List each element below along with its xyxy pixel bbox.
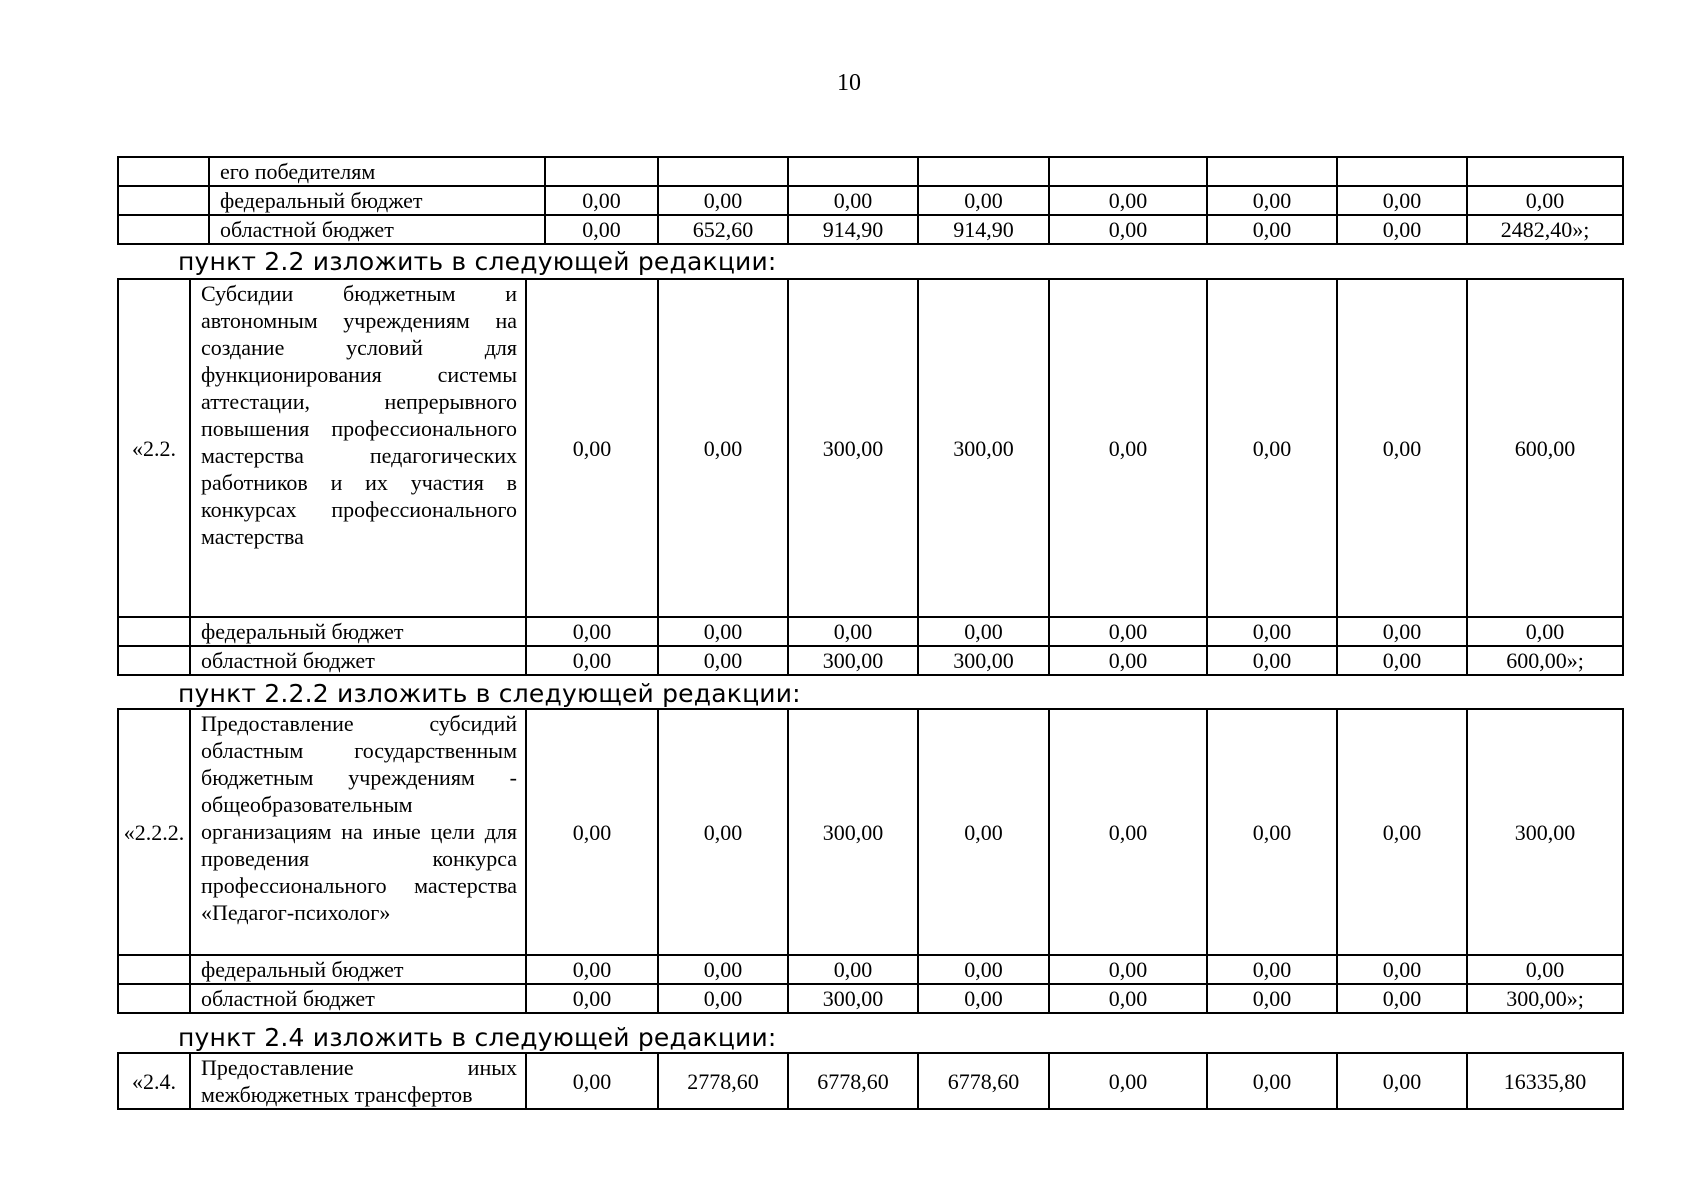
value-cell: 0,00 — [1049, 955, 1207, 984]
value-cell: 0,00 — [658, 186, 788, 215]
table-row — [118, 617, 1623, 646]
value-cell: 300,00 — [788, 709, 918, 955]
instruction-heading: пункт 2.4 изложить в следующей редакции: — [178, 1023, 777, 1052]
value-cell: 0,00 — [1207, 279, 1337, 617]
value-cell: 0,00 — [658, 955, 788, 984]
value-cell — [1337, 157, 1467, 186]
value-cell: 0,00 — [1207, 709, 1337, 955]
value-cell: 0,00 — [526, 279, 658, 617]
value-cell: 600,00 — [1467, 279, 1623, 617]
value-cell: 300,00 — [1467, 709, 1623, 955]
value-cell: 0,00 — [1049, 646, 1207, 675]
value-cell: 0,00 — [1337, 984, 1467, 1013]
value-cell: 0,00 — [1049, 215, 1207, 244]
code-cell — [118, 984, 190, 1013]
value-cell: 2778,60 — [658, 1053, 788, 1109]
value-cell: 300,00»; — [1467, 984, 1623, 1013]
code-cell — [118, 617, 190, 646]
value-cell — [1049, 157, 1207, 186]
value-cell: 0,00 — [918, 186, 1049, 215]
table-row — [118, 186, 1623, 215]
value-cell: 0,00 — [545, 215, 658, 244]
budget-table-item-2-2-2 — [117, 708, 1624, 1014]
value-cell: 300,00 — [918, 279, 1049, 617]
value-cell: 0,00 — [1207, 617, 1337, 646]
value-cell: 0,00 — [526, 617, 658, 646]
table-row — [118, 984, 1623, 1013]
value-cell: 0,00 — [658, 279, 788, 617]
table-row — [118, 1053, 1623, 1109]
value-cell: 0,00 — [526, 646, 658, 675]
instruction-heading: пункт 2.2.2 изложить в следующей редакции: — [178, 679, 801, 708]
item-code: «2.2. — [118, 279, 190, 617]
value-cell: 0,00 — [788, 186, 918, 215]
row-label: областной бюджет — [209, 215, 545, 244]
value-cell: 300,00 — [918, 646, 1049, 675]
value-cell: 6778,60 — [918, 1053, 1049, 1109]
value-cell: 0,00 — [658, 984, 788, 1013]
item-code: «2.2.2. — [118, 709, 190, 955]
value-cell: 0,00 — [1049, 1053, 1207, 1109]
budget-table-item-2-4 — [117, 1052, 1624, 1110]
value-cell: 0,00 — [918, 984, 1049, 1013]
value-cell — [788, 157, 918, 186]
row-label: федеральный бюджет — [209, 186, 545, 215]
value-cell: 300,00 — [788, 646, 918, 675]
value-cell: 0,00 — [658, 646, 788, 675]
budget-table-continuation — [117, 156, 1624, 245]
value-cell: 0,00 — [658, 617, 788, 646]
value-cell: 914,90 — [918, 215, 1049, 244]
row-label: федеральный бюджет — [190, 955, 526, 984]
value-cell — [1207, 157, 1337, 186]
value-cell: 300,00 — [788, 279, 918, 617]
value-cell: 0,00 — [1049, 279, 1207, 617]
row-label: областной бюджет — [190, 984, 526, 1013]
value-cell: 0,00 — [1467, 186, 1623, 215]
value-cell: 0,00 — [1467, 955, 1623, 984]
value-cell: 300,00 — [788, 984, 918, 1013]
row-label: областной бюджет — [190, 646, 526, 675]
code-cell — [118, 157, 209, 186]
table-row — [118, 157, 1623, 186]
value-cell: 0,00 — [1049, 709, 1207, 955]
value-cell: 0,00 — [1207, 646, 1337, 675]
instruction-heading: пункт 2.2 изложить в следующей редакции: — [178, 247, 777, 276]
value-cell — [1467, 157, 1623, 186]
code-cell — [118, 955, 190, 984]
value-cell: 0,00 — [1337, 955, 1467, 984]
value-cell: 16335,80 — [1467, 1053, 1623, 1109]
value-cell: 0,00 — [1207, 1053, 1337, 1109]
value-cell: 0,00 — [526, 984, 658, 1013]
table-row — [118, 215, 1623, 244]
value-cell: 0,00 — [788, 955, 918, 984]
value-cell — [545, 157, 658, 186]
row-label: федеральный бюджет — [190, 617, 526, 646]
value-cell: 0,00 — [526, 709, 658, 955]
value-cell: 0,00 — [1049, 186, 1207, 215]
budget-table-item-2-2 — [117, 278, 1624, 676]
value-cell: 0,00 — [545, 186, 658, 215]
table-row — [118, 279, 1623, 617]
value-cell: 0,00 — [658, 709, 788, 955]
item-description: Предоставление иных межбюджетных трансфертов — [190, 1053, 526, 1109]
value-cell: 0,00 — [1337, 279, 1467, 617]
page-number: 10 — [837, 70, 861, 96]
value-cell: 0,00 — [1049, 617, 1207, 646]
item-description: Предоставление субсидий областным государственным бюджетным учреждениям - общеобразовательным организациям на иные цели для проведения конкурса профессионального мастерства «Педагог-психолог» — [190, 709, 526, 955]
value-cell: 0,00 — [526, 955, 658, 984]
value-cell: 0,00 — [918, 955, 1049, 984]
value-cell: 0,00 — [1207, 215, 1337, 244]
value-cell: 0,00 — [1049, 984, 1207, 1013]
value-cell: 0,00 — [1337, 186, 1467, 215]
value-cell: 6778,60 — [788, 1053, 918, 1109]
value-cell — [658, 157, 788, 186]
item-description: Субсидии бюджетным и автономным учреждениям на создание условий для функционирования системы аттестации, непрерывного повышения профессионального мастерства педагогических работников и их участия в конкурсах профессионального мастерства — [190, 279, 526, 617]
value-cell: 600,00»; — [1467, 646, 1623, 675]
value-cell: 2482,40»; — [1467, 215, 1623, 244]
value-cell: 0,00 — [1207, 955, 1337, 984]
code-cell — [118, 646, 190, 675]
value-cell: 0,00 — [1337, 646, 1467, 675]
table-row — [118, 955, 1623, 984]
code-cell — [118, 186, 209, 215]
table-row — [118, 646, 1623, 675]
item-code: «2.4. — [118, 1053, 190, 1109]
value-cell: 0,00 — [1337, 215, 1467, 244]
value-cell — [918, 157, 1049, 186]
value-cell: 0,00 — [526, 1053, 658, 1109]
value-cell: 0,00 — [918, 617, 1049, 646]
value-cell: 0,00 — [788, 617, 918, 646]
value-cell: 0,00 — [1337, 617, 1467, 646]
row-label: его победителям — [209, 157, 545, 186]
value-cell: 0,00 — [1467, 617, 1623, 646]
value-cell: 652,60 — [658, 215, 788, 244]
value-cell: 0,00 — [1337, 709, 1467, 955]
value-cell: 0,00 — [918, 709, 1049, 955]
code-cell — [118, 215, 209, 244]
table-row — [118, 709, 1623, 955]
value-cell: 0,00 — [1207, 186, 1337, 215]
value-cell: 0,00 — [1207, 984, 1337, 1013]
value-cell: 914,90 — [788, 215, 918, 244]
value-cell: 0,00 — [1337, 1053, 1467, 1109]
